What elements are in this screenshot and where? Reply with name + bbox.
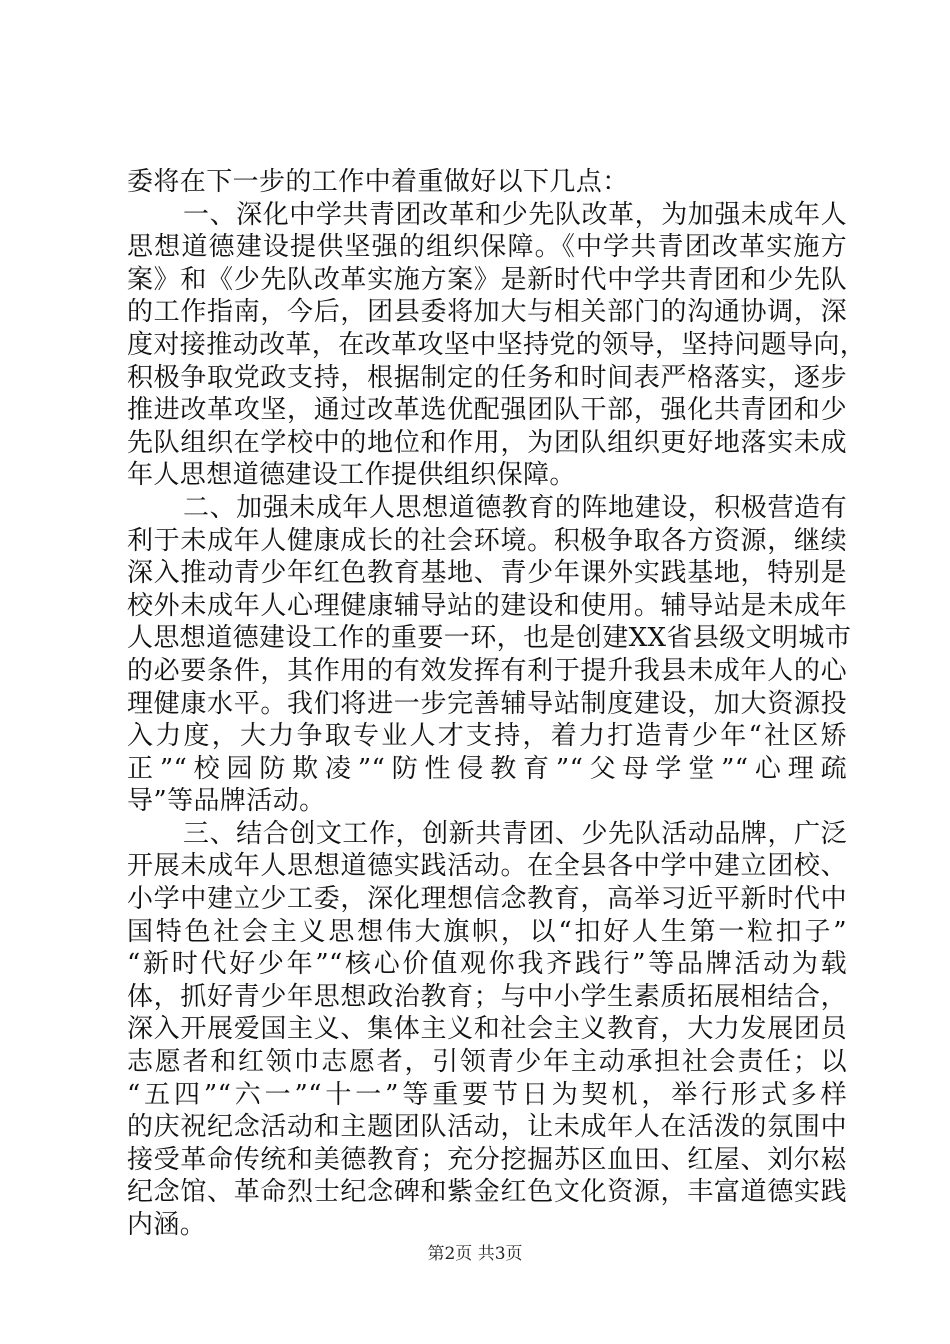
text-line: 人思想道德建设工作的重要一环，也是创建XX省县级文明城市 <box>127 623 852 654</box>
text-line: “新时代好少年”“核心价值观你我齐践行”等品牌活动为载 <box>127 949 847 980</box>
text-line: 正”“校园防欺凌”“防性侵教育”“父母学堂”“心理疏 <box>127 753 847 784</box>
text-line: 委将在下一步的工作中着重做好以下几点： <box>127 167 629 197</box>
text-line: 国特色社会主义思想伟大旗帜，以“扣好人生第一粒扣子” <box>127 916 847 947</box>
text-line: 积极争取党政支持，根据制定的任务和时间表严格落实，逐步 <box>127 362 847 393</box>
text-line: 校外未成年人心理健康辅导站的建设和使用。辅导站是未成年 <box>127 590 847 621</box>
text-line: 年人思想道德建设工作提供组织保障。 <box>127 460 576 491</box>
page-number-footer: 第2页 共3页 <box>427 1244 523 1264</box>
text-line: 的必要条件，其作用的有效发挥有利于提升我县未成年人的心 <box>127 655 847 686</box>
text-line: 先队组织在学校中的地位和作用，为团队组织更好地落实未成 <box>127 427 847 458</box>
text-line: 深入开展爱国主义、集体主义和社会主义教育，大力发展团员 <box>127 1014 847 1045</box>
text-line: “五四”“六一”“十一”等重要节日为契机，举行形式多样 <box>127 1079 847 1110</box>
text-line: 的庆祝纪念活动和主题团队活动，让未成年人在活泼的氛围中 <box>127 1112 847 1143</box>
text-line: 开展未成年人思想道德实践活动。在全县各中学中建立团校、 <box>127 851 847 882</box>
text-line: 思想道德建设提供坚强的组织保障。《中学共青团改革实施方 <box>127 232 847 263</box>
text-line: 深入推动青少年红色教育基地、青少年课外实践基地，特别是 <box>127 558 847 589</box>
text-line: 接受革命传统和美德教育；充分挖掘苏区血田、红屋、刘尔崧 <box>127 1144 847 1175</box>
text-line: 入力度，大力争取专业人才支持，着力打造青少年“社区矫 <box>127 721 847 752</box>
text-line: 志愿者和红领巾志愿者，引领青少年主动承担社会责任；以 <box>127 1047 847 1078</box>
text-line: 理健康水平。我们将进一步完善辅导站制度建设，加大资源投 <box>127 688 847 719</box>
paragraph-first-line: 三、结合创文工作，创新共青团、少先队活动品牌，广泛 <box>183 818 847 849</box>
document-body <box>127 166 867 1242</box>
text-line: 纪念馆、革命烈士纪念碑和紫金红色文化资源，丰富道德实践 <box>127 1177 847 1208</box>
text-line: 导”等品牌活动。 <box>127 786 326 817</box>
text-line: 内涵。 <box>127 1210 207 1240</box>
paragraph-first-line: 一、深化中学共青团改革和少先队改革，为加强未成年人 <box>183 199 847 230</box>
text-line: 利于未成年人健康成长的社会环境。积极争取各方资源，继续 <box>127 525 847 556</box>
text-line: 度对接推动改革，在改革攻坚中坚持党的领导，坚持问题导向， <box>127 329 867 360</box>
text-line: 体，抓好青少年思想政治教育；与中小学生素质拓展相结合， <box>127 981 847 1012</box>
text-line: 的工作指南，今后，团县委将加大与相关部门的沟通协调，深 <box>127 297 847 328</box>
text-line: 推进改革攻坚，通过改革选优配强团队干部，强化共青团和少 <box>127 395 847 426</box>
text-line: 小学中建立少工委，深化理想信念教育，高举习近平新时代中 <box>127 884 847 915</box>
paragraph-first-line: 二、加强未成年人思想道德教育的阵地建设，积极营造有 <box>183 492 847 523</box>
text-line: 案》和《少先队改革实施方案》是新时代中学共青团和少先队 <box>127 264 847 295</box>
